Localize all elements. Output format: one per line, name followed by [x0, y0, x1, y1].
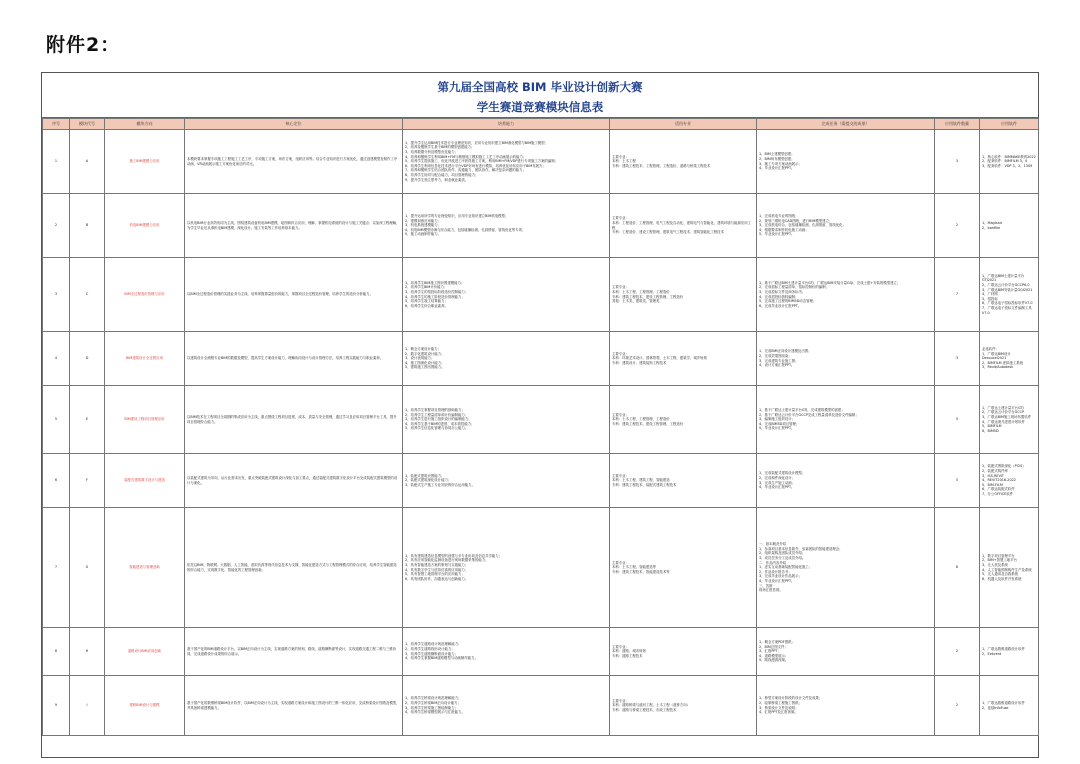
col-header: 适用专业	[610, 119, 757, 130]
core-position	[185, 332, 403, 386]
applicable-major	[610, 194, 757, 258]
row-number	[43, 676, 70, 736]
module-direction-text: 智能建造与管理创新	[129, 565, 160, 570]
software-list	[980, 454, 1039, 508]
applicable-major-text: 主要专业： 本科：土木工程、工程管理、工程造价 专科：建筑工程技术、建设工程管理、工程造价	[612, 412, 684, 426]
core-position	[185, 676, 403, 736]
module-code-text: B	[85, 223, 89, 228]
row-number-text: 7	[54, 565, 58, 570]
software-count	[935, 628, 980, 676]
completion-tasks	[757, 508, 935, 628]
row-number-text: 6	[54, 478, 58, 483]
module-direction	[105, 628, 185, 676]
training-ability-text: 1、提升学生运用BIM技术进行专业理论知识，应用专业知识建立BIM深化模型与BIM施工模型； 2、培养及锻炼学生基于BIM的模型创建能力； 3、培养数据分析及模型优化能力； 4、培养和锻炼学生利用BIM+FM与精细施工模拟施工工艺工序动画展示的能力； 5、培养学生提高施工、优化并改进工序获得施工方案，利用BIM+FM/VDP进行专项施工方案的编制； 6、培养学生利用信息化技术进行平台VDP对场布进行模拟，培养优化场布应用于BIM布展方； 7、培养和锻炼学生结合团队协作，沟通能力，团队协作，解决复杂问题的能力； 8、培养学生协同与配合能力，项目管理的能力； 9、提升学生独立思考力，职业就业素质。	[405, 140, 559, 182]
completion-tasks-text: 1、完成BIM正向设计建模及出图； 2、完成效果图渲染； 3、完成建筑专业施工图； 4、设计方案汇报PPT。	[759, 349, 812, 368]
software-list-text: 1、广联达BIM土建计量平台GTJ2021 2、广联达云计价平台GCCP6.0 3、广联达BIM安装计量GQI2021 4、广材网 5、招投标 6、广联达电子招标投标软件V7.0 7、广联达电子投标文件编制工具V7.0	[982, 273, 1033, 315]
completion-tasks	[757, 258, 935, 332]
software-list-text: 1、Magicad 2、banfilm	[982, 220, 1002, 230]
row-number	[43, 628, 70, 676]
training-ability-text: 1、提升运用所学的专业理论知识，应用专业知识建立BIM机电模型； 2、建模训练应用能力； 3、机电系统建模能力； 4、机电BIM模型协调与综合能力，包括碰撞检测、孔洞预留、管线优化等专项； 5、施工动画制作能力。	[405, 214, 526, 237]
applicable-major-text: 主要专业： 本科：工程造价、工程管理、电气工程及自动化、建筑电气与智能化、建筑环境与能源应用工程 专科：工程造价、建设工程管理、建筑电气工程技术、建筑智能化工程技术	[612, 216, 752, 235]
col-header: 序号	[43, 119, 70, 130]
core-position-text: 本模块要求掌握专项施工工程施工工艺工序，专项施工方案，场布方案，组织应用等。结合专业知识进行方案优化，通过创建模型及制作工序动画，VR动画展示施工方案优化前后的对比。	[187, 156, 398, 166]
training-ability	[403, 676, 610, 736]
training-ability-text: 1、培养学生道路设计规范理解能力； 2、培养学生道路线形设计能力； 3、培养学生道路横断面设计能力； 4、培养学生掌握BIM道路模型与动画制作能力。	[405, 642, 478, 661]
col-header: 完成任务（需提交的成果）	[757, 119, 935, 130]
applicable-major-text: 主要专业： 本科：土木工程 专科：建筑工程技术、工程管理、工程造价、道路与桥梁工程技术	[612, 154, 711, 168]
module-direction	[105, 194, 185, 258]
module-direction	[105, 332, 185, 386]
table-row	[43, 258, 1039, 332]
applicable-major	[610, 258, 757, 332]
software-list-text: 1、装配式图纸深化（PCIS） 2、装配式构件库 3、ISS-REVIT 4、REVIT2016-2022 5、BIM-FILM 6、广联达装配式软件 7、办公OFFICE软件	[982, 464, 1026, 496]
row-number	[43, 386, 70, 454]
module-code-text: G	[85, 565, 89, 570]
training-ability-text: 1、具有建筑建造信息模型的创建与多专业协同及信息共享能力； 2、具有应用智能化监测设备进行现场数据采集的能力； 3、具有智能建造方案的策划与实施能力； 4、具有数字孪生与虚拟仿真的应用能力； 5、具有智慧工地管理平台的应用能力； 6、具有团队协作、沟通表达与创新能力。	[405, 553, 503, 581]
training-ability-text: 1、装配式建筑识图能力； 2、装配式建筑深化设计能力； 3、装配式生产施工专业知识的综合运用能力。	[405, 473, 475, 487]
software-list	[980, 386, 1039, 454]
table-row	[43, 332, 1039, 386]
applicable-major	[610, 454, 757, 508]
module-table	[42, 118, 1039, 736]
software-list-text: 1、广联达数维道路设计软件 2、Eekcent	[982, 646, 1025, 656]
module-code-text: F	[86, 478, 88, 483]
software-count-text: 2	[955, 649, 959, 654]
core-position-text: 基于国产化的数维桥梁BIM设计软件，以BIM正向设计为主线，实现道路方案设计和施工图设计的三维一体化应用，完成桥梁设计图纸及模型，并具备桥梁建模能力。	[187, 700, 400, 710]
sheet-title: 第九届全国高校 BIM 毕业设计创新大赛	[437, 80, 643, 94]
module-code	[70, 258, 105, 332]
module-code-text: D	[85, 356, 89, 361]
attachment-label: 附件2：	[46, 34, 121, 56]
completion-tasks-text: 1、基于广联达BIM土建计量平台GTJ，广联达BIM安装计量GQI，完成土建+安装的模型建立； 2、完成招标工程量清单，招标控制价的编制； 3、完成投标文件及商务标书； 4、完成招投标资料编制； 5、完成施工过程的BIM5D动态管理； 6、完成毕业设计汇报PPT。	[759, 280, 901, 308]
software-list	[980, 130, 1039, 194]
module-code	[70, 454, 105, 508]
row-number-text: 9	[54, 703, 58, 708]
training-ability	[403, 258, 610, 332]
software-count-text: 6	[955, 565, 959, 570]
applicable-major-text: 主要专业： 本科：土木工程、智能建造等 专科：建筑工程技术、智能建造技术等	[612, 560, 670, 574]
software-list	[980, 194, 1039, 258]
col-header: 培养能力	[403, 119, 610, 130]
completion-tasks-text: 1、桥型方案设计阶段的设计文件及成果； 2、绘制桥梁工程施工图纸； 3、桥梁设计文件及说明； 4、汇报PPT及汇报视频。	[759, 696, 823, 715]
row-number	[43, 194, 70, 258]
completion-tasks	[757, 454, 935, 508]
completion-tasks	[757, 628, 935, 676]
core-position	[185, 258, 403, 332]
module-direction	[105, 258, 185, 332]
module-code	[70, 194, 105, 258]
software-count	[935, 386, 980, 454]
module-direction-text: BIM建筑设计全过程应用	[126, 356, 163, 361]
col-header: 核心定位	[185, 119, 403, 130]
row-number	[43, 332, 70, 386]
software-count	[935, 258, 980, 332]
training-ability	[403, 454, 610, 508]
software-list	[980, 628, 1039, 676]
row-number	[43, 508, 70, 628]
module-code	[70, 332, 105, 386]
module-code-text: I	[86, 703, 88, 708]
row-number-text: 8	[54, 649, 58, 654]
completion-tasks-text: 1、基于广联达土建计量平台GTJ，完成建筑模型的创建； 2、基于广联达云计价平台GCCP完成工程量清单及造价文件编制； 3、编制施工组织设计； 4、完成BIM5D项目管理； 5、毕业设计汇报PPT。	[759, 408, 859, 431]
core-position	[185, 628, 403, 676]
core-position-text: 以BIM技术在工程项目全周期的集成应用为主线，重点围绕工程项目进度、成本、质量与安全管理，通过学习及应用项目管理平台工具，提升项目管理综合能力。	[187, 414, 397, 424]
completion-tasks-text: 一、基本概况介绍 1、参赛项目基本信息简介，参赛团队的智能建造理念； 2、组织架构及团队成员介绍； 3、成员任务分工及成员介绍。 二、作品内容介绍 1、虚实互动基础装配智能化施工； 2、作品设计报告书； 3、完成毕业设计作品展示； 4、毕业设计汇报PPT。 三、答辩 现场汇报答辩。	[759, 542, 843, 593]
row-number-text: 1	[54, 159, 58, 164]
core-position-text: 以建筑设计全流程专业BIM的数据及模型，提高学生方案设计能力，理解协同设计与设计管理方法，培养工程实践能力与职业素养。	[187, 356, 384, 361]
completion-tasks-text: 1、完成机电专业的图纸； 2、规划三维机电CAD图纸，进行BIM模型建立； 3、完成机电综合，包括碰撞检测、孔洞预留、管线优化； 4、根据要求制作机电施工动画； 5、毕业设计汇报PPT。	[759, 214, 846, 237]
applicable-major-text: 主要专业： 本科：环境艺术设计、园林景观、土木工程、建筑学、城乡规划 专科：建筑设计、建筑装饰工程技术	[612, 351, 707, 365]
applicable-major	[610, 130, 757, 194]
row-number-text: 5	[54, 417, 58, 422]
core-position-text: 以机电BIM行业高效协同为主线，围绕建筑设备机电BIM建模、绘图和综合应用，理解、掌握机电系统的设计与施工关键点；以加深工程理解，为学生毕业后从事机电BIM建模、深化设计、施工安装等工作培养基本能力。	[187, 220, 400, 230]
table-row	[43, 454, 1039, 508]
core-position	[185, 130, 403, 194]
module-code	[70, 386, 105, 454]
software-count	[935, 194, 980, 258]
software-count	[935, 130, 980, 194]
software-list	[980, 676, 1039, 736]
software-list	[980, 258, 1039, 332]
software-list	[980, 508, 1039, 628]
module-direction-text: 道路设计BIM应用创新	[127, 649, 162, 654]
training-ability	[403, 508, 610, 628]
col-header: 应用软件数量	[935, 119, 980, 130]
core-position-text: 依托以BIM、物联网、大数据、人工智能、虚拟仿真等现代信息技术为支撑，智能化建造方式与工程管理模式的综合应用，培养学生智能建造的综合能力，实现数字化、智能化的工程管理创新。	[187, 562, 397, 572]
training-ability	[403, 332, 610, 386]
applicable-major	[610, 676, 757, 736]
module-code-text: A	[85, 159, 89, 164]
module-direction	[105, 676, 185, 736]
applicable-major	[610, 386, 757, 454]
applicable-major	[610, 332, 757, 386]
core-position	[185, 194, 403, 258]
core-position	[185, 454, 403, 508]
completion-tasks	[757, 332, 935, 386]
software-count-text: 5	[955, 478, 959, 483]
header-row	[43, 119, 1039, 130]
table-row	[43, 130, 1039, 194]
module-code-text: H	[85, 649, 89, 654]
row-number	[43, 130, 70, 194]
module-info-sheet	[41, 72, 1039, 758]
software-count-text: 7	[955, 292, 959, 297]
table-row	[43, 386, 1039, 454]
training-ability-text: 1、概念方案设计能力； 2、数字化建筑设计能力； 3、设计表现能力； 4、施工图深化设计能力； 5、建筑施工图出图能力。	[405, 347, 445, 370]
table-row	[43, 508, 1039, 628]
module-direction	[105, 508, 185, 628]
software-list	[980, 332, 1039, 386]
training-ability-text: 1、培养学生BIM施工图识图建模能力； 2、培养学生BIM计价能力； 3、培养学生的招投标阶段造价控制能力； 4、培养学生的施工阶段造价管理能力； 5、培养学生竣工结算能力； 6、培养学生综合职业素养。	[405, 280, 469, 308]
completion-tasks	[757, 130, 935, 194]
row-number	[43, 258, 70, 332]
training-ability-text: 1、培养学生掌握项目管理的基础能力； 2、培养学生工程量清单和计价编制能力； 3、培养学生进行施工组织设计的编制能力； 4、培养学生基于BIM的进度、成本管控能力； 5、培养学生信息化管理与协同办公能力。	[405, 408, 475, 431]
software-count	[935, 676, 980, 736]
module-code	[70, 676, 105, 736]
applicable-major	[610, 508, 757, 628]
core-position-text: 以装配式建筑为导向，从行业需求出发，重点突破装配式建筑设计深化与加工要点，通过装配式建筑数字化设计平台完成装配式建筑模型的设计与深化。	[187, 475, 398, 485]
completion-tasks	[757, 194, 935, 258]
core-position-text: 基于国产化的BIM道路设计平台，以BIM正向设计为主线，实现道路方案的规划、路线、道路横断面等设计，实现道路交通工程二维与三维协同，完成道路设计成果的综合展示。	[187, 646, 397, 656]
row-number-text: 2	[54, 223, 58, 228]
module-direction-text: 装配式建筑数字设计与建造	[124, 478, 165, 483]
training-ability-text: 1、培养学生桥梁设计规范理解能力； 2、培养学生桥梁BIM正向设计能力； 3、培养学生桥梁施工图绘制能力； 4、培养学生桥梁模型展示与汇报能力。	[405, 696, 465, 715]
software-count	[935, 454, 980, 508]
core-position-text: 以BIM全过程造价管理的实践业务为主线，培养掌握算量组价的能力，掌握项目全过程造价管理，培养学生的造价分析能力。	[187, 292, 373, 297]
module-direction-text: BIM全过程造价管理与应用	[124, 292, 165, 297]
training-ability	[403, 194, 610, 258]
module-direction	[105, 386, 185, 454]
row-number	[43, 454, 70, 508]
completion-tasks-text: 1、概念方案PDF图纸； 2、BIM总图文件； 3、汇报PPT； 4、道路模型展示； 5、路线漫游视频。	[759, 640, 795, 663]
applicable-major-text: 主要专业： 本科：土木工程、工程管理、工程造价 专科：建筑工程技术、建设工程管理、工程造价 其他：土木类、建筑类、管理类	[612, 285, 684, 304]
software-count-text: 2	[955, 223, 959, 228]
module-code-text: E	[85, 417, 89, 422]
applicable-major-text: 主要专业： 本科：道路桥梁与渡河工程、土木工程（道桥方向） 专科：道路与桥梁工程技术、市政工程技术	[612, 698, 690, 712]
row-number-text: 3	[54, 292, 58, 297]
software-count-text: 2	[955, 703, 959, 708]
training-ability	[403, 386, 610, 454]
training-ability	[403, 628, 610, 676]
completion-tasks-text: 1、完成装配式建筑设计模型； 2、完成构件深化设计； 3、完成生产施工动画； 4、毕业设计汇报PPT。	[759, 471, 806, 490]
table-row	[43, 628, 1039, 676]
software-count-text: 5	[955, 417, 959, 422]
software-count-text: 3	[955, 159, 959, 164]
completion-tasks	[757, 676, 935, 736]
row-number-text: 4	[54, 356, 58, 361]
software-list-text: 1、广联达数维道路设计软件 2、连续InfoFuse	[982, 700, 1025, 710]
module-code	[70, 628, 105, 676]
sheet-titles	[42, 73, 1038, 118]
software-count-text: 3	[955, 356, 959, 361]
table-row	[43, 676, 1039, 736]
software-list-text: 1、数字项目管理平台 2、BIM+智慧工地平台 3、无人机及系统 4、人工智能预制构件生产及系统 5、无人通用及自我系统 6、机器人及软件开发系统	[982, 553, 1032, 581]
module-direction	[105, 130, 185, 194]
training-ability	[403, 130, 610, 194]
applicable-major	[610, 628, 757, 676]
software-count	[935, 508, 980, 628]
col-header: 模块代号	[70, 119, 105, 130]
completion-tasks	[757, 386, 935, 454]
completion-tasks-text: 1、BIM土建模型创建； 2、BIM场布模型创建； 3、施工专项方案动画展示； 4、毕业设计汇报PPT。	[759, 152, 802, 171]
software-list-text: 1、广联达土建计量平台GTJ 2、广联达云计价平台GCCP 3、广联达BIM施工现场布置软件 4、广联达斑马进度计划软件 5、BIMFILM 6、BIM5D	[982, 405, 1032, 433]
software-list-text: 1、核心软件：BIMMAKE教育2022 2、配套软件：BIMFILM 3、0 3、配套软件：VDP 3、2、1309	[982, 154, 1036, 168]
col-header: 模块方向	[105, 119, 185, 130]
core-position	[185, 508, 403, 628]
software-count	[935, 332, 980, 386]
module-code	[70, 508, 105, 628]
applicable-major-text: 主要专业： 本科：道路、城市规划 专科：道路工程技术	[612, 644, 646, 658]
module-direction-text: BIM建设工程项目管理应用	[124, 417, 165, 422]
table-row	[43, 194, 1039, 258]
module-direction	[105, 454, 185, 508]
module-code	[70, 130, 105, 194]
core-position	[185, 386, 403, 454]
software-list-text: 必选软件： 1、广联达BIM设计 Decoucei2021 2、BIMFILM 虚拟施工系统 3、Revit/Autodesk	[982, 347, 1023, 370]
module-direction-text: 机电BIM建模与应用	[129, 223, 160, 228]
module-direction-text: 建桥BIM设计与建模	[129, 703, 160, 708]
module-code-text: C	[85, 292, 89, 297]
applicable-major-text: 主要专业： 本科：土木工程、建筑工程、智能建造 专科：建筑工程技术、装配式建筑工程技术	[612, 473, 677, 487]
col-header: 应用软件	[980, 119, 1039, 130]
module-direction-text: 施工BIM建模与应用	[129, 159, 160, 164]
sheet-subtitle: 学生赛道竞赛模块信息表	[476, 100, 604, 114]
